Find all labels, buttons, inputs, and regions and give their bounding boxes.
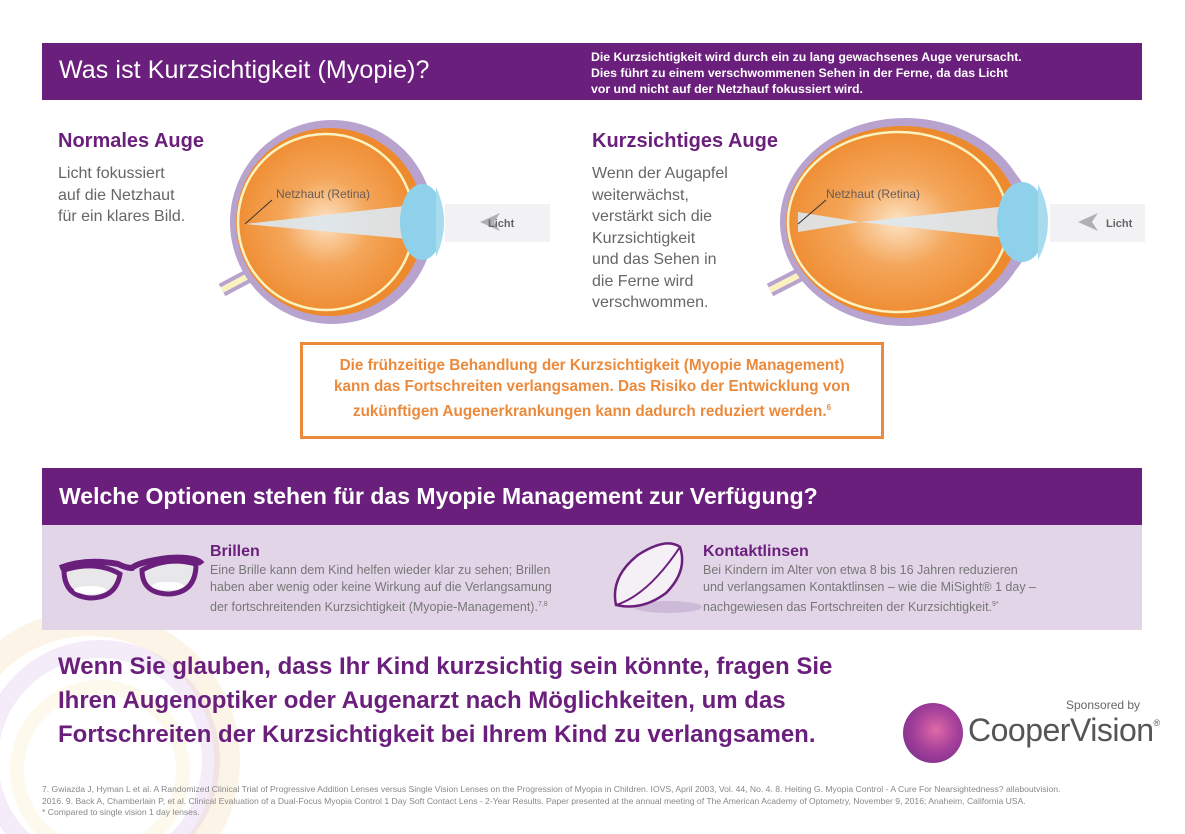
myopic-eye-heading: Kurzsichtiges Auge — [592, 130, 778, 152]
description-line: vor und nicht auf der Netzhauf fokussiert wird. — [591, 82, 863, 96]
text-line: weiterwächst, — [592, 186, 689, 204]
text-line: verstärkt sich die — [592, 208, 713, 225]
normal-eye-text — [58, 163, 185, 228]
option-title-contact-lenses: Kontaktlinsen — [703, 543, 809, 560]
options-panel — [42, 525, 1142, 630]
footnote-line: * Compared to single vision 1 day lenses. — [42, 807, 200, 817]
retina-label: Netzhaut (Retina) — [826, 187, 921, 201]
cta-line: Ihren Augenoptiker oder Augenarzt nach Möglichkeiten, um das — [58, 687, 786, 714]
text-line: Kurzsichtigkeit — [592, 229, 696, 247]
footnote-line: 7. Gwiazda J, Hyman L et al. A Randomized Clinical Trial of Progressive Addition Lenses versus Single Vision Lenses on the Progression of Myopia in Children. IOVS, April 2003, Vol. 44, No. 4. 8. Heiting G. Myopia Control - A Cure For Nearsightedness? allaboutvision. — [42, 784, 1061, 794]
text-line-content: der fortschreitenden Kurzsichtigkeit (Myopie-Management). — [210, 600, 538, 615]
normal-eye-heading: Normales Auge — [58, 130, 204, 152]
normal-eye-diagram — [210, 112, 550, 332]
header-banner — [42, 43, 1142, 100]
callout-line-text: zukünftigen Augenerkrankungen kann dadurch reduziert werden. — [352, 403, 827, 421]
options-banner — [42, 468, 1142, 525]
description-line: Die Kurzsichtigkeit wird durch ein zu lang gewachsenes Auge verursacht. — [591, 50, 1022, 64]
text-line-content: nachgewiesen das Fortschreiten der Kurzsichtigkeit. — [703, 600, 993, 615]
retina-label: Netzhaut (Retina) — [276, 187, 371, 201]
text-line: Wenn der Augapfel — [592, 165, 728, 182]
brand-name: CooperVision — [968, 712, 1154, 748]
cta-line: Wenn Sie glauben, dass Ihr Kind kurzsichtig sein könnte, fragen Sie — [58, 653, 833, 680]
text-line: und das Sehen in — [592, 251, 717, 268]
registered-mark: ® — [1153, 718, 1160, 728]
option-title-glasses: Brillen — [210, 543, 260, 560]
call-to-action — [58, 650, 832, 752]
text-line: auf die Netzhaut — [58, 186, 175, 204]
option-text-glasses — [210, 562, 552, 616]
text-line — [703, 596, 1036, 616]
sponsored-by-label: Sponsored by — [1066, 698, 1141, 712]
light-label: Licht — [1106, 218, 1133, 230]
text-line: haben aber wenig oder keine Wirkung auf die Verlangsamung — [210, 580, 552, 594]
coopervision-logo-icon — [903, 703, 963, 763]
footnote-ref: 6 — [826, 403, 832, 412]
myopic-eye-diagram — [760, 112, 1155, 332]
glasses-icon — [56, 550, 206, 605]
description-line: Dies führt zu einem verschwommenen Sehen in der Ferne, da das Licht — [591, 66, 1008, 80]
footnotes — [42, 784, 1142, 819]
text-line: verschwommen. — [592, 294, 709, 311]
options-title: Welche Optionen stehen für das Myopie Management zur Verfügung? — [59, 483, 818, 509]
header-description — [591, 49, 1022, 97]
text-line: Eine Brille kann dem Kind helfen wieder klar zu sehen; Brillen — [210, 563, 551, 577]
footnote-ref: 7,8 — [537, 601, 548, 608]
cta-line: Fortschreiten der Kurzsichtigkeit bei Ihrem Kind zu verlangsamen. — [58, 721, 816, 748]
text-line — [210, 596, 552, 616]
page-title: Was ist Kurzsichtigkeit (Myopie)? — [59, 56, 430, 84]
myopia-management-callout — [300, 342, 884, 439]
light-label: Licht — [488, 218, 515, 230]
text-line: Licht fokussiert — [58, 165, 165, 182]
callout-line: kann das Fortschreiten verlangsamen. Das Risiko der Entwicklung von — [334, 378, 850, 395]
footnote-ref: 9* — [992, 601, 999, 608]
text-line: für ein klares Bild. — [58, 208, 186, 225]
myopic-eye-text — [592, 163, 728, 314]
callout-line: Die frühzeitige Behandlung der Kurzsichtigkeit (Myopie Management) — [339, 357, 845, 374]
callout-line — [303, 397, 881, 422]
text-line: die Ferne wird — [592, 272, 694, 290]
option-text-contact-lenses — [703, 562, 1036, 616]
contact-lens-icon — [608, 537, 708, 617]
text-line: und verlangsamen Kontaktlinsen – wie die MiSight® 1 day – — [703, 580, 1037, 594]
text-line: Bei Kindern im Alter von etwa 8 bis 16 Jahren reduzieren — [703, 563, 1018, 577]
footnote-line: 2016. 9. Back A, Chamberlain P, et al. Clinical Evaluation of a Dual-Focus Myopia Control 1 Day Soft Contact Lens - 2-Year Results. Paper presented at the annual meeting of The American Academy of Optometry, November 9, 2016; Anaheim, California USA. — [42, 795, 1026, 806]
coopervision-logo — [968, 712, 1160, 749]
